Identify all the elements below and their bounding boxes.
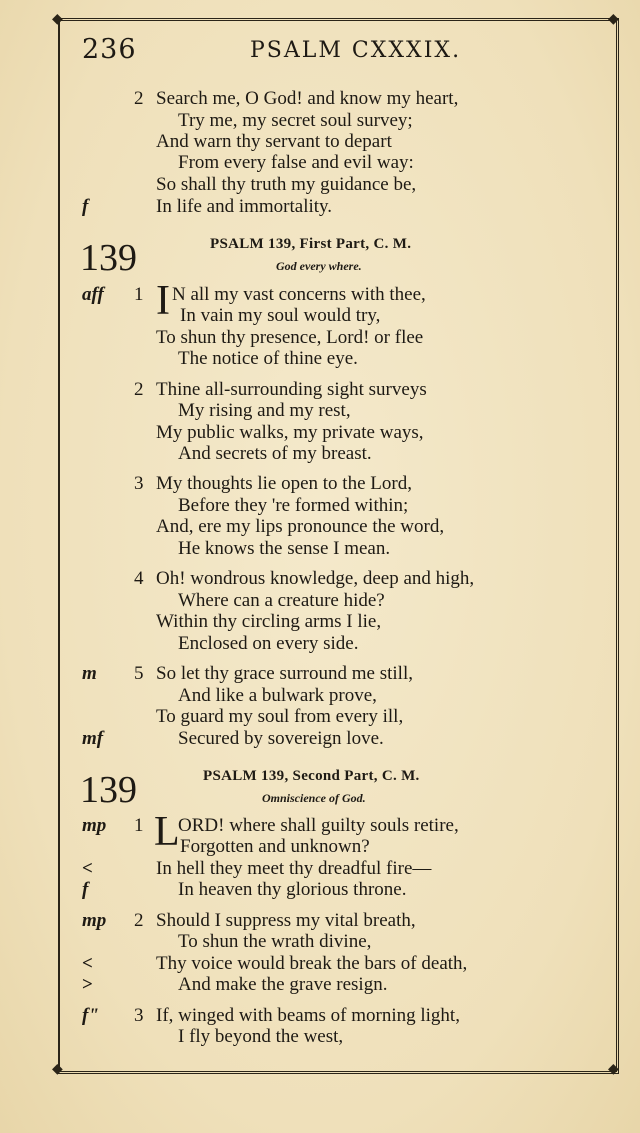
dynamic-mark: f (82, 196, 89, 217)
corner-ornament-top-right: ◆ (608, 11, 619, 27)
verse-line: Try me, my secret soul survey; (178, 110, 413, 131)
corner-ornament-bottom-right: ◆ (608, 1061, 619, 1077)
verse-number: 1 (134, 815, 144, 836)
verse-line: Within thy circling arms I lie, (156, 611, 382, 632)
page-border-left (58, 18, 60, 1068)
verse-line: And make the grave resign. (178, 974, 388, 995)
hymn-number: 139 (80, 237, 137, 279)
verse-number: 4 (134, 568, 144, 589)
drop-cap: L (154, 809, 180, 855)
verse-line: And like a bulwark prove, (178, 685, 377, 706)
verse-line: And warn thy servant to depart (156, 131, 392, 152)
verse-line: To shun thy presence, Lord! or flee (156, 327, 424, 348)
dynamic-mark: m (82, 663, 97, 684)
dynamic-mark: mf (82, 728, 104, 749)
verse-line: To shun the wrath divine, (178, 931, 372, 952)
verse-line: Thy voice would break the bars of death, (156, 953, 468, 974)
crescendo-mark: < (82, 858, 93, 879)
verse-line: My rising and my rest, (178, 400, 351, 421)
hymn-subtitle: God every where. (276, 259, 362, 273)
verse-line: He knows the sense I mean. (178, 538, 391, 559)
dynamic-mark: aff (82, 284, 104, 305)
verse-line: In hell they meet thy dreadful fire— (156, 858, 432, 879)
verse-number: 2 (134, 88, 144, 109)
corner-ornament-top-left: ◆ (52, 11, 63, 27)
dynamic-mark: f" (82, 1005, 99, 1026)
page-number: 236 (82, 34, 137, 65)
dynamic-mark: mp (82, 910, 107, 931)
verse-line: The notice of thine eye. (178, 348, 358, 369)
drop-cap: I (156, 278, 170, 324)
verse-number: 3 (134, 1005, 144, 1026)
verse-number: 2 (134, 910, 144, 931)
verse-line: Where can a creature hide? (178, 590, 385, 611)
verse-line: Thine all-surrounding sight surveys (156, 379, 427, 400)
verse-line: In heaven thy glorious throne. (178, 879, 407, 900)
hymn-title: PSALM 139, First Part, C. M. (210, 236, 412, 252)
verse-number: 5 (134, 663, 144, 684)
verse-line: Secured by sovereign love. (178, 728, 384, 749)
verse-line: And secrets of my breast. (178, 443, 372, 464)
verse-line: If, winged with beams of morning light, (156, 1005, 460, 1026)
verse-line: N all my vast concerns with thee, (172, 284, 426, 305)
verse-line: Should I suppress my vital breath, (156, 910, 416, 931)
verse-line: In life and immortality. (156, 196, 333, 217)
hymn-number: 139 (80, 769, 137, 811)
verse-number: 2 (134, 379, 144, 400)
verse-line: To guard my soul from every ill, (156, 706, 404, 727)
verse-line: Forgotten and unknown? (180, 836, 370, 857)
verse-line: I fly beyond the west, (178, 1026, 344, 1047)
verse-number: 1 (134, 284, 144, 305)
verse-line: From every false and evil way: (178, 152, 414, 173)
page-header (82, 34, 600, 74)
decrescendo-mark: > (82, 974, 93, 995)
verse-number: 3 (134, 473, 144, 494)
hymn-title: PSALM 139, Second Part, C. M. (203, 768, 420, 784)
verse-line: Enclosed on every side. (178, 633, 359, 654)
verse-line: Search me, O God! and know my heart, (156, 88, 459, 109)
verse-line: So let thy grace surround me still, (156, 663, 413, 684)
verse-line: So shall thy truth my guidance be, (156, 174, 417, 195)
verse-line: In vain my soul would try, (180, 305, 381, 326)
verse-line: My thoughts lie open to the Lord, (156, 473, 412, 494)
hymn-subtitle: Omniscience of God. (262, 791, 366, 805)
verse-line: Oh! wondrous knowledge, deep and high, (156, 568, 475, 589)
dynamic-mark: f (82, 879, 89, 900)
corner-ornament-bottom-left: ◆ (52, 1061, 63, 1077)
crescendo-mark: < (82, 953, 93, 974)
verse-line: My public walks, my private ways, (156, 422, 424, 443)
dynamic-mark: mp (82, 815, 107, 836)
verse-line: Before they 're formed within; (178, 495, 409, 516)
verse-line: ORD! where shall guilty souls retire, (178, 815, 459, 836)
verse-line: And, ere my lips pronounce the word, (156, 516, 445, 537)
running-head: PSALM CXXXIX. (250, 38, 462, 63)
